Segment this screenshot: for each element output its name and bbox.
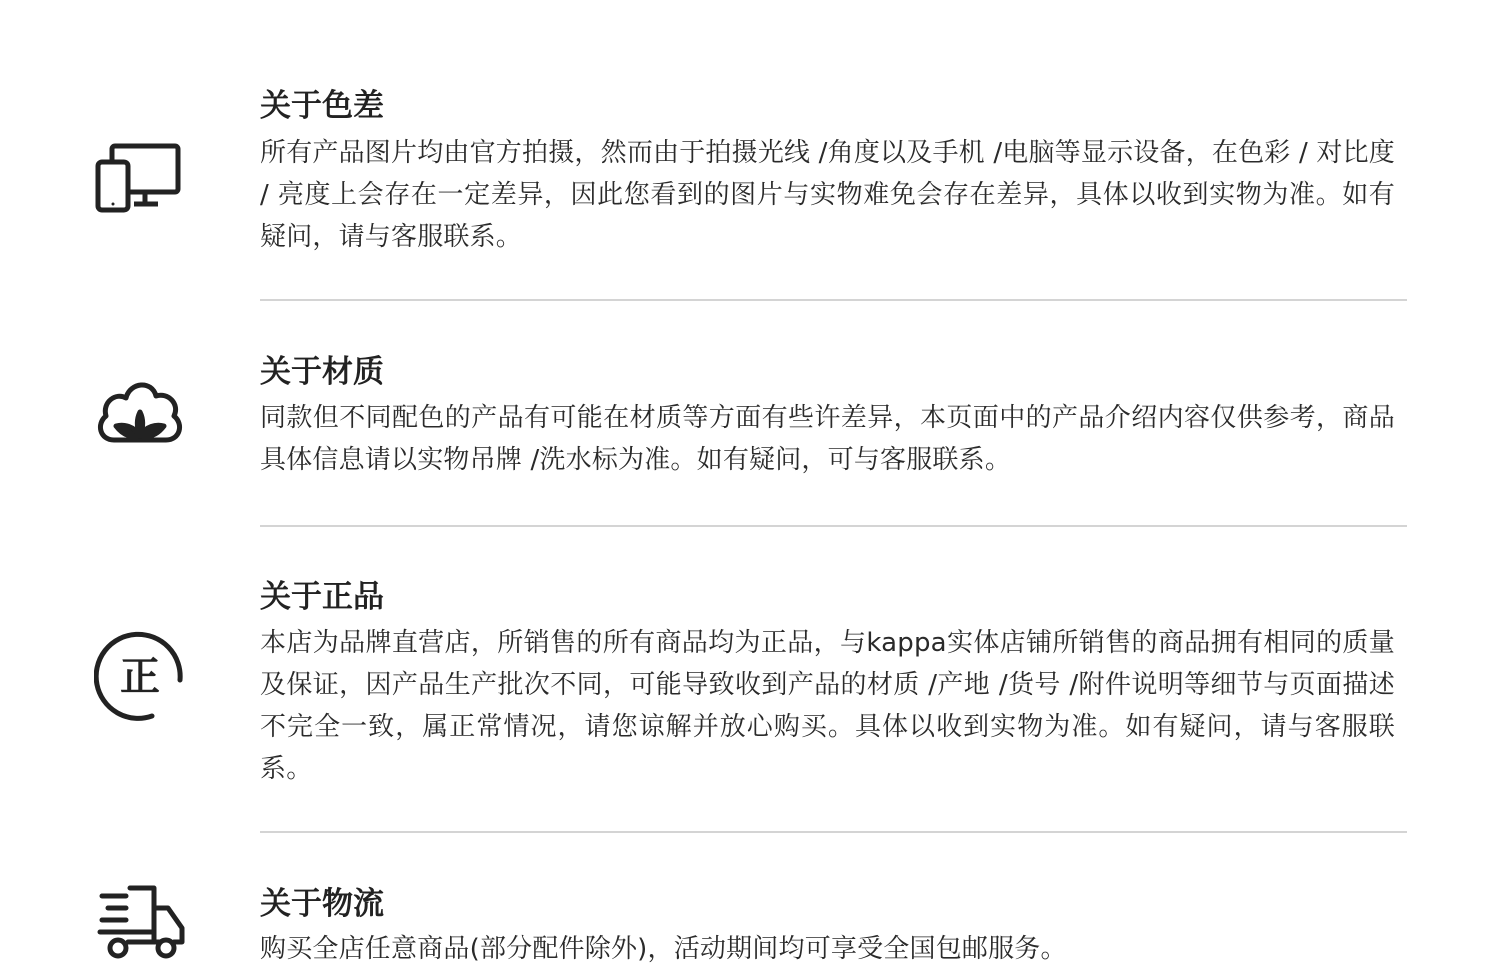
section-body: 本店为品牌直营店，所销售的所有商品均为正品，与kappa实体店铺所销售的商品拥有相同的质量及保证，因产品生产批次不同，可能导致收到产品的材质 /产地 /货号 /附件说明等细节与页面描述不完全一致，属正常情况，请您谅解并放心购买。具体以收到实物为准。如有疑问，请与客服联系。	[260, 628, 1395, 784]
section-body: 所有产品图片均由官方拍摄，然而由于拍摄光线 /角度以及手机 /电脑等显示设备，在色彩 / 对比度 / 亮度上会存在一定差异，因此您看到的图片与实物难免会存在差异，具体以收到实物为准。如有疑问，请与客服联系。	[260, 138, 1395, 252]
cotton-icon	[94, 370, 186, 462]
section-title: 关于正品	[260, 579, 384, 615]
section-title: 关于色差	[260, 88, 384, 124]
section-title: 关于材质	[260, 354, 384, 390]
delivery-truck-icon	[94, 878, 186, 970]
devices-icon	[94, 132, 186, 224]
section-title: 关于物流	[260, 886, 384, 922]
divider	[260, 299, 1407, 301]
genuine-glyph: 正	[120, 654, 160, 700]
divider	[260, 831, 1407, 833]
section-body: 购买全店任意商品(部分配件除外)，活动期间均可享受全国包邮服务。	[260, 934, 1067, 964]
genuine-icon	[94, 630, 186, 722]
divider	[260, 525, 1407, 527]
section-body: 同款但不同配色的产品有可能在材质等方面有些许差异，本页面中的产品介绍内容仅供参考，商品具体信息请以实物吊牌 /洗水标为准。如有疑问，可与客服联系。	[260, 403, 1395, 475]
